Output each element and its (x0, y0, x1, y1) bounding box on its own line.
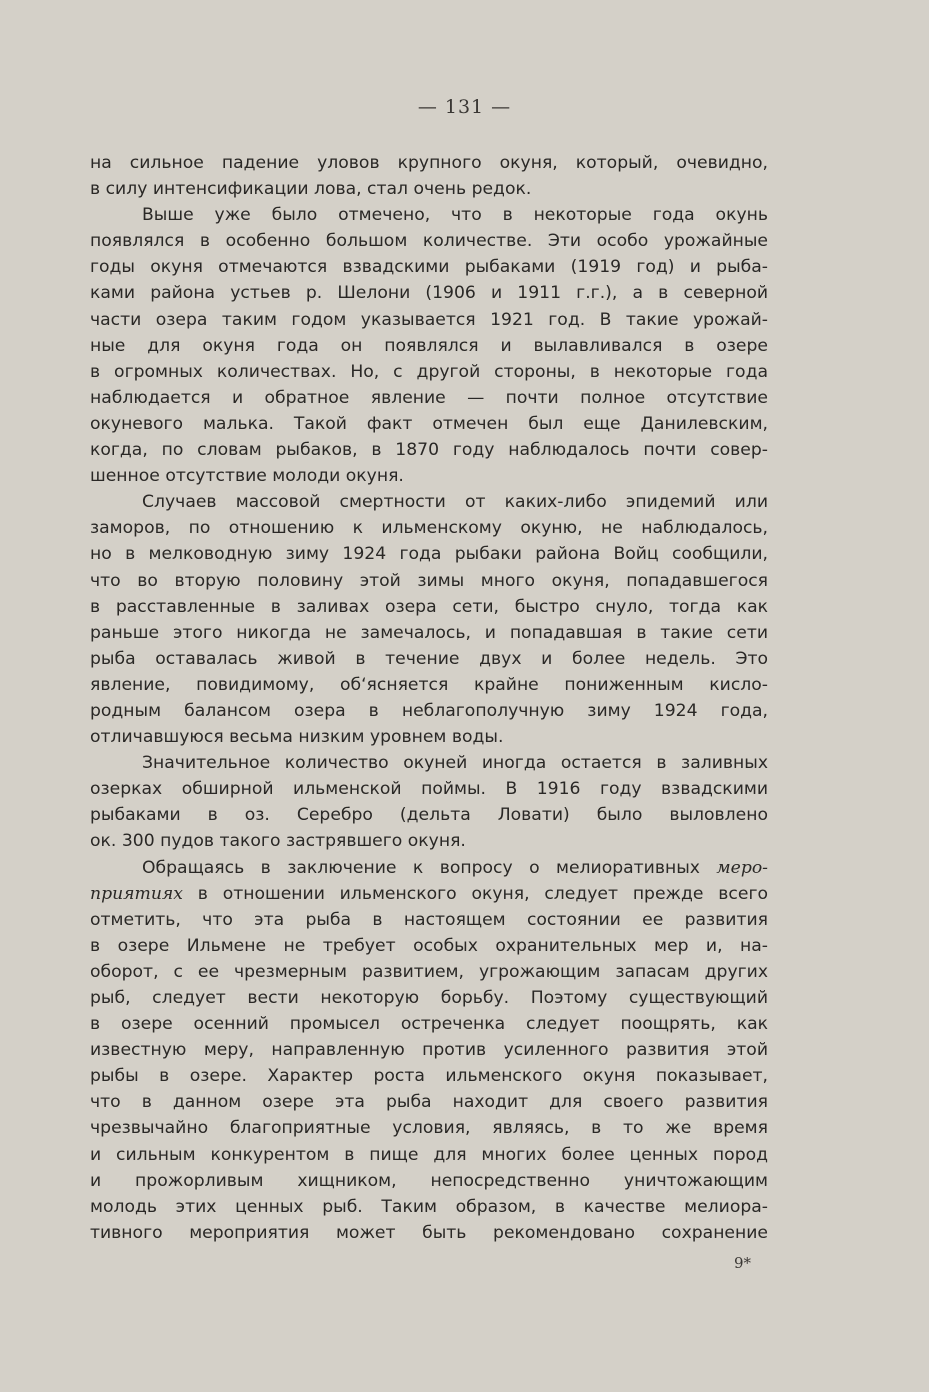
line-text: появлялся в особенно большом количестве. Эти особо урожайные (90, 231, 768, 252)
line-text: на сильное падение уловов крупного окуня, который, очевидно, (90, 153, 768, 173)
line-text: годы окуня отмечаются взвадскими рыбаками (1919 год) и рыба- (90, 257, 768, 278)
text-line (90, 776, 768, 802)
line-text: ок. 300 пудов такого застрявшего окуня. (90, 831, 466, 852)
line-text: ные для окуня года он появлялся и вылавливался в озере (90, 335, 768, 356)
line-text: части озера таким годом указывается 1921 год. В такие урожай- (90, 309, 768, 330)
text-line (90, 1089, 768, 1115)
text-line (90, 594, 768, 620)
line-text: молодь этих ценных рыб. Таким образом, в качестве мелиора- (90, 1196, 768, 1217)
signature-mark: 9* (734, 1254, 752, 1272)
text-line (90, 437, 768, 463)
line-text: в расставленные в заливах озера сети, быстро снуло, тогда как (90, 596, 768, 617)
line-text: оборот, с ее чрезмерным развитием, угрожающим запасам других (90, 961, 768, 982)
line-text: отличавшуюся весьма низким уровнем воды. (90, 727, 504, 748)
text-line (90, 568, 768, 594)
line-text: тивного мероприятия может быть рекомендовано сохранение (90, 1222, 768, 1243)
text-line (90, 1037, 768, 1063)
text-line (90, 359, 768, 385)
line-text: Значительное количество окуней иногда остается в заливных (142, 753, 768, 774)
italic-word: меро- (716, 857, 768, 878)
line-text: Случаев массовой смертности от каких-либо эпидемий или (142, 492, 768, 513)
body-text (90, 150, 768, 1246)
text-line (90, 254, 768, 280)
text-line (90, 724, 768, 750)
line-text: озерках обширной ильменской поймы. В 1916 году взвадскими (90, 779, 768, 800)
line-text: Обращаясь в заключение к вопросу о мелиоративных (142, 857, 717, 878)
line-text: Выше уже было отмечено, что в некоторые года окунь (142, 205, 768, 226)
text-line (90, 1220, 768, 1246)
line-text: когда, по словам рыбаков, в 1870 году наблюдалось почти совер- (90, 440, 768, 461)
text-line (90, 176, 768, 202)
line-text: что во вторую половину этой зимы много окуня, попадавшегося (90, 570, 768, 591)
text-line (90, 959, 768, 985)
text-line (90, 1063, 768, 1089)
text-line (90, 489, 768, 515)
text-line (90, 881, 768, 907)
line-text: в отношении ильменского окуня, следует прежде всего (182, 883, 768, 904)
text-line (90, 541, 768, 567)
text-line (90, 1194, 768, 1220)
text-line (90, 620, 768, 646)
text-line (90, 333, 768, 359)
text-line (90, 1142, 768, 1168)
text-line (90, 750, 768, 776)
text-line (90, 646, 768, 672)
line-text: но в мелководную зиму 1924 года рыбаки района Войц сообщили, (90, 544, 768, 565)
text-line (90, 515, 768, 541)
line-text: чрезвычайно благоприятные условия, являясь, в то же время (90, 1118, 768, 1139)
italic-word: приятиях (90, 883, 183, 904)
line-text: в озере Ильмене не требует особых охранительных мер и, на- (90, 935, 768, 956)
line-text: и прожорливым хищником, непосредственно уничтожающим (90, 1170, 768, 1191)
line-text: раньше этого никогда не замечалось, и попадавшая в такие сети (90, 622, 768, 643)
line-text: рыбы в озере. Характер роста ильменского окуня показывает, (90, 1066, 768, 1087)
line-text: рыба оставалась живой в течение двух и более недель. Это (90, 648, 768, 669)
line-text: что в данном озере эта рыба находит для своего развития (90, 1092, 768, 1113)
text-line (90, 907, 768, 933)
line-text: наблюдается и обратное явление — почти полное отсутствие (90, 387, 768, 408)
text-line (90, 985, 768, 1011)
line-text: отметить, что эта рыба в настоящем состоянии ее развития (90, 909, 768, 930)
text-line (90, 1168, 768, 1194)
page-number: — 131 — (417, 96, 512, 118)
text-line (90, 411, 768, 437)
text-line (90, 307, 768, 333)
line-text: известную меру, направленную против усиленного развития этой (90, 1040, 768, 1061)
line-text: явление, повидимому, об‘ясняется крайне пониженным кисло- (90, 674, 768, 695)
line-text: рыбаками в оз. Серебро (дельта Ловати) было выловлено (90, 805, 768, 826)
line-text: шенное отсутствие молоди окуня. (90, 466, 404, 487)
text-line (90, 828, 768, 854)
text-line (90, 1011, 768, 1037)
line-text: родным балансом озера в неблагополучную зиму 1924 года, (90, 700, 768, 721)
line-text: заморов, по отношению к ильменскому окуню, не наблюдалось, (90, 518, 768, 539)
text-line (90, 202, 768, 228)
line-text: и сильным конкурентом в пище для многих более ценных пород (90, 1144, 768, 1165)
line-text: рыб, следует вести некоторую борьбу. Поэтому существующий (90, 988, 768, 1008)
line-text: окуневого малька. Такой факт отмечен был еще Данилевским, (90, 413, 768, 434)
text-line (90, 802, 768, 828)
text-line (90, 150, 768, 176)
line-text: ками района устьев р. Шелони (1906 и 1911 г.г.), а в северной (90, 283, 768, 304)
text-line (90, 1115, 768, 1141)
line-text: в озере осенний промысел остреченка следует поощрять, как (90, 1014, 768, 1035)
text-line (90, 228, 768, 254)
text-line (90, 463, 768, 489)
text-line (90, 672, 768, 698)
text-line (90, 385, 768, 411)
text-line (90, 855, 768, 881)
line-text: в огромных количествах. Но, с другой стороны, в некоторые года (90, 361, 768, 382)
text-line (90, 280, 768, 306)
text-line (90, 698, 768, 724)
text-line (90, 933, 768, 959)
line-text: в силу интенсификации лова, стал очень редок. (90, 179, 532, 200)
